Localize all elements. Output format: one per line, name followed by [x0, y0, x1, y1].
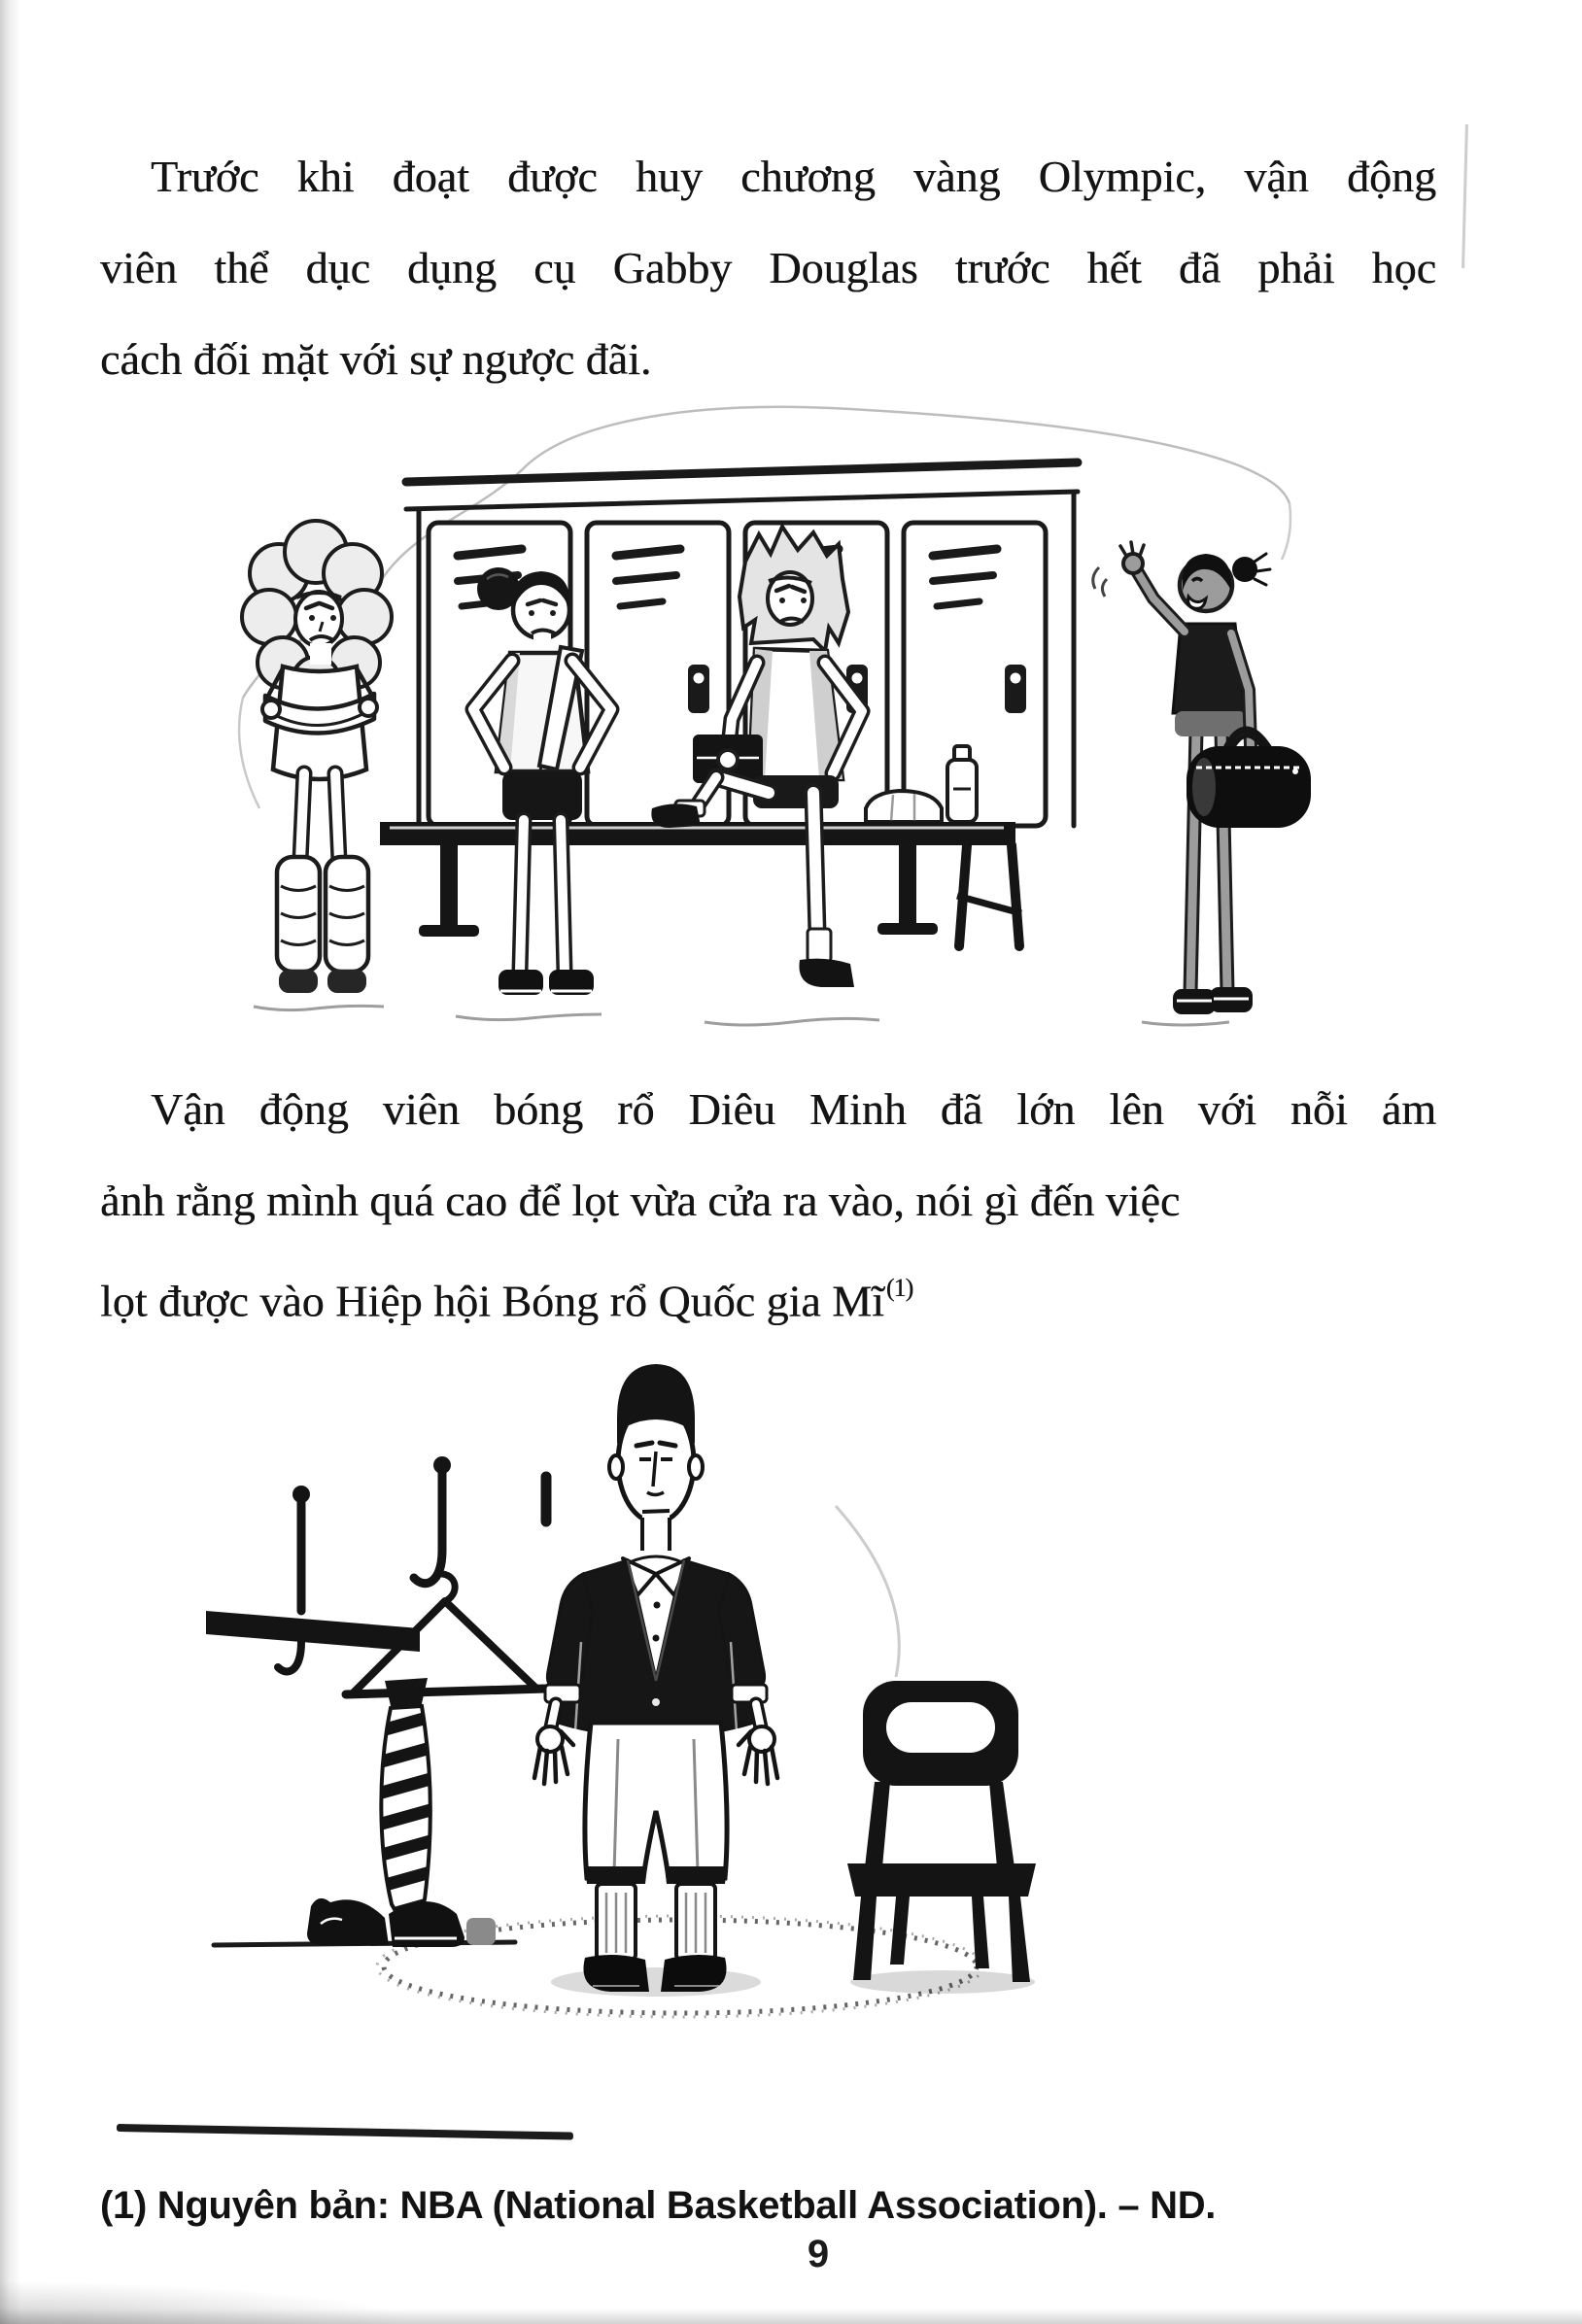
paragraph-last-line: lọt được vào Hiệp hội Bóng rổ Quốc gia Mĩ	[100, 1276, 884, 1326]
chair	[847, 1681, 1036, 1982]
coat-rack	[206, 1456, 546, 1955]
page-number: 9	[807, 2233, 830, 2275]
scan-edge-shadow-left	[0, 0, 21, 2324]
locker-room-illustration	[219, 389, 1326, 1040]
tall-man	[534, 1364, 777, 1992]
footnote-text: (1) Nguyên bản: NBA (National Basketball Association). – ND.	[100, 2184, 1217, 2227]
scan-mark-right	[1462, 124, 1468, 268]
text-line: Trước khi đoạt được huy chương vàng Olympic, vận động	[151, 152, 1436, 201]
towel	[866, 791, 942, 822]
shoes-on-floor	[214, 1898, 515, 1947]
footnote-marker: (1)	[885, 1274, 913, 1302]
text-line	[100, 1247, 1436, 1347]
scan-corner-shadow	[0, 2281, 418, 2324]
text-line: cách đối mặt với sự ngược đãi.	[100, 334, 652, 384]
water-bottle	[947, 760, 977, 822]
paragraph-yao-ming	[100, 1064, 1436, 1347]
paragraph-gabby-douglas	[100, 131, 1436, 405]
scan-arc	[836, 1506, 899, 1677]
girl-arms-crossed	[242, 521, 392, 993]
paragraph-yao-ming-justified	[100, 1064, 1436, 1247]
footnote-divider	[117, 2124, 573, 2140]
text-line: viên thể dục dụng cụ Gabby Douglas trước hết đã phải học	[100, 243, 1436, 292]
girl-waving-with-bag	[1093, 542, 1311, 1014]
floor-lines	[254, 1006, 1229, 1025]
text-line: ảnh rằng mình quá cao để lọt vừa cửa ra vào, nói gì đến việc	[100, 1176, 1181, 1225]
tall-man-illustration	[194, 1350, 1069, 2031]
text-line: Vận động viên bóng rổ Diêu Minh đã lớn lên với nỗi ám	[151, 1084, 1436, 1134]
